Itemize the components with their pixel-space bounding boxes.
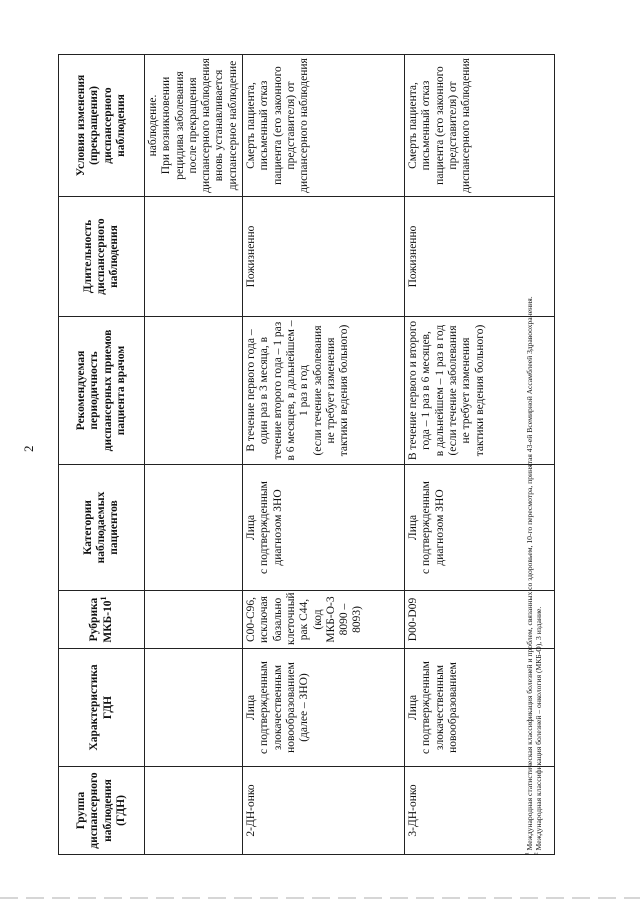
cell-conditions: наблюдение. При возникновении рецидива заболевания после прекращения диспансерного наблюдения вновь устанавливается диспансерное наблюдение bbox=[145, 55, 243, 197]
cell-group bbox=[145, 767, 243, 855]
footnote-text: Международная статистическая классификация болезней и проблем, связанных со здоровьем, 10-го пересмотра, принятая 43-ей Всемирной Ассамблеей Здравоохранения. bbox=[525, 296, 534, 853]
cell-characteristic: Лица с подтвержденным злокачественным новообразованием (далее – ЗНО) bbox=[243, 649, 405, 767]
cell-categories: Лица с подтвержденным диагнозом ЗНО bbox=[405, 465, 555, 591]
cell-conditions: Смерть пациента, письменный отказ пациента (его законного представителя) от диспансерного наблюдения bbox=[405, 55, 555, 197]
table-header-row bbox=[59, 55, 145, 855]
footnote-marker: 2 bbox=[533, 852, 540, 855]
header-categories: Категории наблюдаемых пациентов bbox=[59, 465, 145, 591]
cell-conditions: Смерть пациента, письменный отказ пациента (его законного представителя) от диспансерного наблюдения bbox=[243, 55, 405, 197]
cell-categories bbox=[145, 465, 243, 591]
footnote-2 bbox=[534, 55, 543, 855]
footnote-marker: 1 bbox=[524, 852, 531, 855]
cell-duration bbox=[145, 197, 243, 317]
cell-group: 2-ДН-онко bbox=[243, 767, 405, 855]
cell-frequency: В течение первого и второго года – 1 раз в 6 месяцев, в дальнейшем – 1 раз в год (если течение заболевания не требует изменения тактики ведения больного) bbox=[405, 317, 555, 465]
cell-frequency bbox=[145, 317, 243, 465]
header-characteristic: Характеристика ГДН bbox=[59, 649, 145, 767]
cell-rubric bbox=[145, 591, 243, 649]
header-frequency: Рекомендуемая периодичность диспансерных приемов пациента врачом bbox=[59, 317, 145, 465]
page-number: 2 bbox=[21, 445, 36, 452]
cell-categories: Лица с подтвержденным диагнозом ЗНО bbox=[243, 465, 405, 591]
footnotes bbox=[525, 55, 543, 855]
document-table-rotated bbox=[58, 55, 578, 855]
cell-characteristic: Лица с подтвержденным злокачественным новообразованием bbox=[405, 649, 555, 767]
cell-characteristic bbox=[145, 649, 243, 767]
header-conditions: Условия изменения (прекращения) диспансерного наблюдения bbox=[59, 55, 145, 197]
cell-duration: Пожизненно bbox=[243, 197, 405, 317]
header-duration: Длительность диспансерного наблюдения bbox=[59, 197, 145, 317]
header-rubric: Рубрика МКБ-$10^1$ bbox=[59, 591, 145, 649]
dispensary-observation-table bbox=[58, 54, 555, 855]
table-row bbox=[243, 55, 405, 855]
header-group: Группа диспансерного наблюдения (ГДН) bbox=[59, 767, 145, 855]
cell-group: 3-ДН-онко bbox=[405, 767, 555, 855]
table-row bbox=[145, 55, 243, 855]
cell-frequency: В течение первого года – один раз в 3 месяца, в течение второго года – 1 раз в 6 месяцев, в дальнейшем – 1 раз в год (если течение заболевания не требует изменения тактики ведения больного) bbox=[243, 317, 405, 465]
footnote-1 bbox=[525, 55, 534, 855]
cell-rubric: C00-C96, исключая базально клеточный рак C44, (код МКБ-О-3 8090 – 8093) bbox=[243, 591, 405, 649]
footnote-text: Международная классификация болезней – онкология (МКБ-О), 3 издание. bbox=[534, 606, 543, 853]
cell-duration: Пожизненно bbox=[405, 197, 555, 317]
footnote-marker: 1 bbox=[98, 596, 108, 601]
scan-edge-artifact bbox=[0, 897, 640, 899]
cell-rubric: D00-D09 bbox=[405, 591, 555, 649]
